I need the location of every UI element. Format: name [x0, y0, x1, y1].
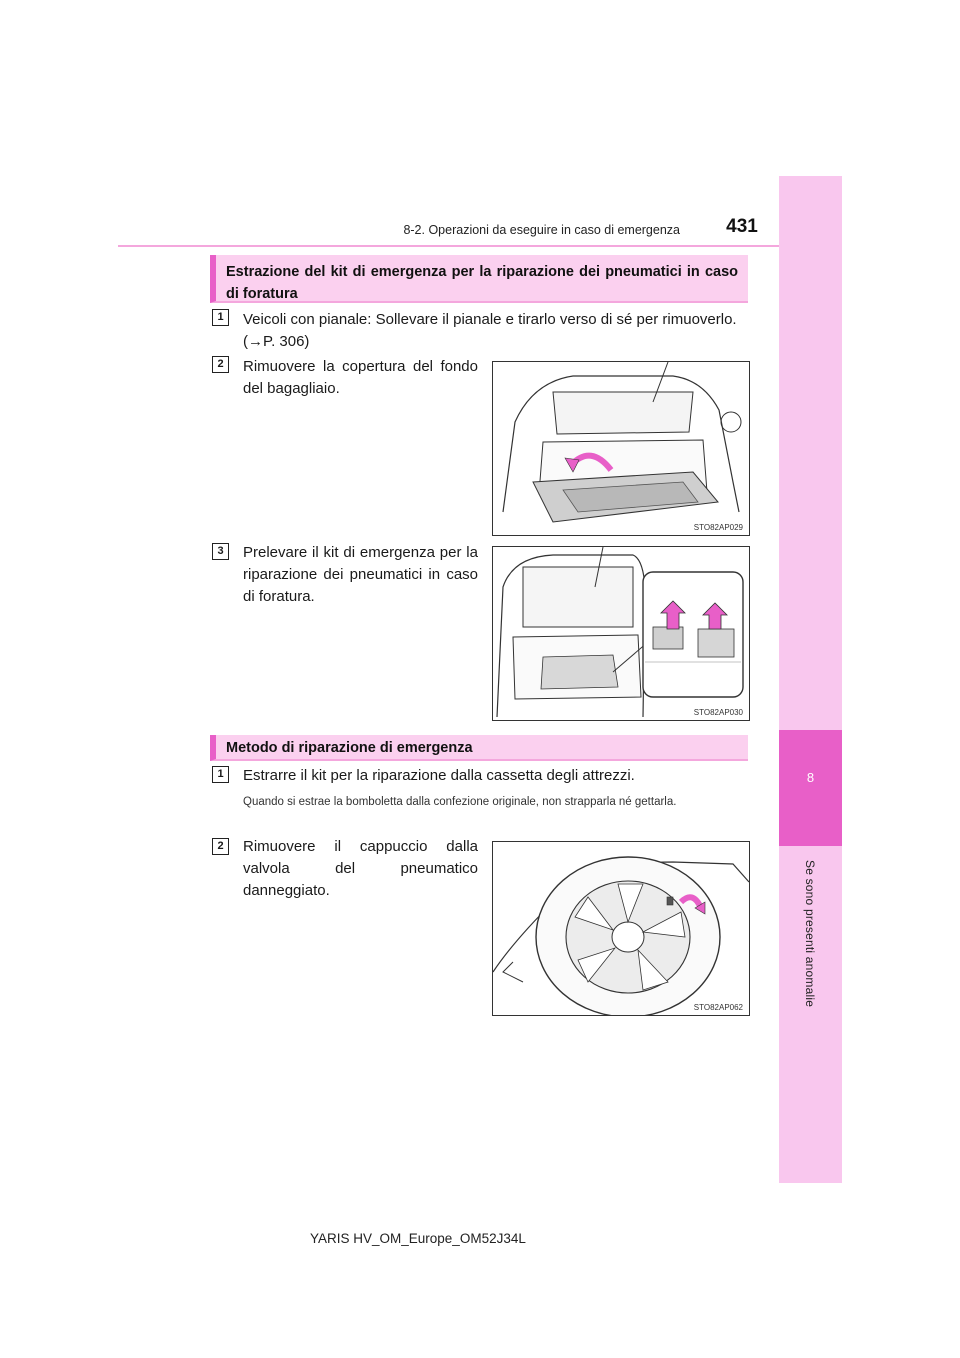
step-badge-repair-2: 2 — [212, 838, 229, 855]
section-title-extraction: Estrazione del kit di emergenza per la riparazione dei pneumatici in caso di foratura — [210, 255, 748, 303]
repair-step-1-text: Estrarre il kit per la riparazione dalla cassetta degli attrezzi. — [243, 767, 635, 784]
image-code-3: STO82AP062 — [693, 1003, 743, 1012]
step-1-text — [243, 309, 753, 353]
section-heading: 8-2. Operazioni da eseguire in caso di emergenza — [403, 223, 680, 237]
step-1-text-line1: Veicoli con pianale: Sollevare il pianale e tirarlo verso di sé per rimuoverlo. — [243, 311, 737, 328]
page-number: 431 — [726, 216, 758, 237]
repair-step-1-note: Quando si estrae la bomboletta dalla confezione originale, non strapparla né gettarla. — [243, 796, 677, 808]
image-code-1: STO82AP029 — [693, 523, 743, 532]
kit-location-drawing — [493, 547, 749, 720]
step-badge-3: 3 — [212, 543, 229, 560]
repair-step-2-text: Rimuovere il cappuccio dalla valvola del pneumatico danneggiato. — [243, 838, 478, 899]
chapter-title-text: Se sono presenti anomalie — [803, 860, 817, 1008]
image-code-2: STO82AP030 — [693, 708, 743, 717]
footer-document-id: YARIS HV_OM_Europe_OM52J34L — [310, 1231, 526, 1246]
step-badge-repair-1: 1 — [212, 766, 229, 783]
step-2-text: Rimuovere la copertura del fondo del bagagliaio. — [243, 358, 478, 397]
chapter-title — [779, 860, 842, 1180]
illustration-trunk-cover — [492, 361, 750, 536]
step-3-text: Prelevare il kit di emergenza per la riparazione dei pneumatici in caso di foratura. — [243, 544, 478, 605]
step-badge-2: 2 — [212, 356, 229, 373]
trunk-cover-drawing — [493, 362, 749, 535]
valve-cap-drawing — [493, 842, 749, 1015]
section-title-repair-method: Metodo di riparazione di emergenza — [210, 735, 748, 761]
step-badge-1: 1 — [212, 309, 229, 326]
header-rule — [118, 245, 779, 247]
chapter-number-block — [779, 730, 842, 846]
step-1-reference: (→P. 306) — [243, 333, 310, 350]
illustration-valve-cap — [492, 841, 750, 1016]
illustration-kit-location — [492, 546, 750, 721]
chapter-number: 8 — [806, 770, 815, 785]
